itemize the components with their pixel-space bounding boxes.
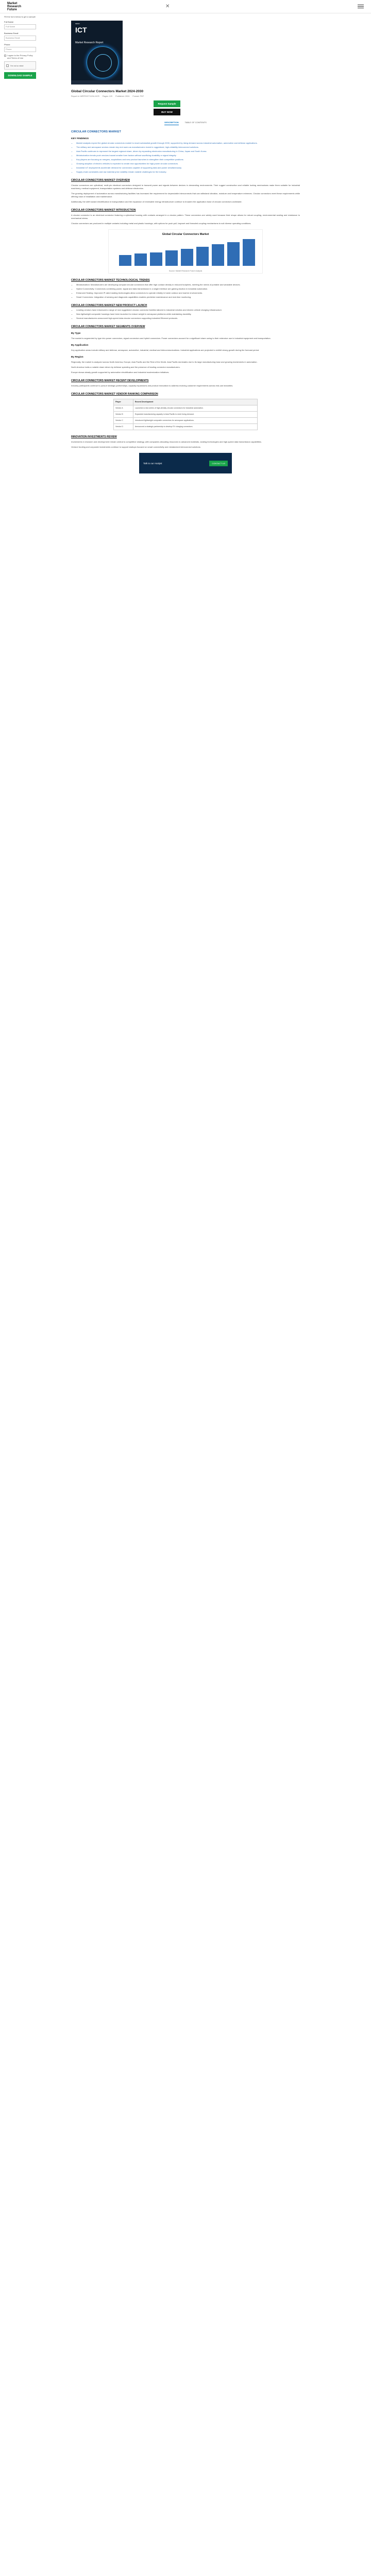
- chart-caption: Source: Market Research Future Analysis: [168, 270, 203, 272]
- chart-bar: [181, 249, 193, 266]
- report-title: Global Circular Connectors Market 2024-2030: [71, 90, 144, 93]
- chart-bar: [196, 247, 209, 266]
- captcha-widget[interactable]: I'm not a robot: [4, 61, 36, 70]
- list-item: • Leading vendors have introduced a range of new ruggedized circular connector families tailored to industrial robotics and electric vehicle charging infrastructure.: [76, 309, 300, 312]
- globe-icon: [87, 46, 119, 78]
- list-item: • The military and aerospace sectors remain key end users as manufacturers invest in ruggedized, high-reliability interconnect solutions.: [76, 146, 300, 149]
- request-sample-button[interactable]: Request Sample: [154, 100, 180, 107]
- section-heading: CIRCULAR CONNECTORS MARKET INTRODUCTION: [71, 209, 136, 212]
- key-findings-heading: KEY FINDINGS: [71, 138, 89, 140]
- contact-us-button[interactable]: CONTACT US: [209, 461, 228, 466]
- analyst-banner[interactable]: [139, 453, 232, 473]
- subheading: By Type: [71, 332, 81, 335]
- section-heading: CIRCULAR CONNECTORS MARKET OVERVIEW: [71, 179, 130, 182]
- chart-bar: [227, 242, 240, 266]
- list-item: • Miniaturization: Manufacturers are developing compact circular connectors that offer high contact density in reduced footprints, meeting the needs of portable and wearable devices.: [76, 283, 300, 286]
- site-logo[interactable]: Market Research Future: [7, 2, 22, 11]
- chart-bar: [212, 244, 224, 266]
- chart-bar: [150, 252, 162, 266]
- paragraph: The growing deployment of automation across manufacturing facilities has increased the requirement for dependable interconnects that can withstand vibration, moisture and temperature extremes. Circular connectors meet these requirements while offering ease of installation and maintenance.: [71, 192, 300, 198]
- list-item: • Market analysts expect the global circular connectors market to reach substantial growth through 2030, supported by rising demand across industrial automation, automotive and defense applications.: [76, 142, 300, 145]
- cover-code: ICT: [75, 26, 87, 34]
- report-tabs: [71, 121, 300, 125]
- form-intro: Fill the form below to get a sample: [4, 15, 36, 18]
- paragraph: A circular connector is an electrical connector featuring a cylindrical housing with contacts arranged in a circular pattern. These connectors are widely used because their shape allows for robust coupling, environmental sealing and resistance to mechanical stress.: [71, 214, 300, 219]
- list-item: • New lightweight composite housings have been launched to reduce weight in aerospace platforms while maintaining durability.: [76, 313, 300, 316]
- list-item: • Key players are focusing on mergers, acquisitions and new product launches to strengthen their competitive positions.: [76, 158, 300, 161]
- paragraph: The market is segmented by type into power connectors, signal connectors and hybrid connectors. Power connectors account for a significant share owing to their extensive use in industrial equipment and transportation.: [71, 337, 271, 340]
- paragraph: Venture funding and corporate investments continue to support startups focused on smart connectivity and miniaturized interconnect solutions.: [71, 446, 201, 448]
- list-item: • Several manufacturers announced high-speed data circular connectors supporting industrial Ethernet protocols.: [76, 317, 300, 320]
- list-item: • Asia Pacific continues to represent the largest regional share, driven by expanding electronics manufacturing in China, Japan and South Korea.: [76, 150, 300, 153]
- paragraph: Industry participants continue to pursue strategic partnerships, capacity expansions and product innovation to address evolving customer requirements across end-use industries.: [71, 384, 233, 387]
- cover-subtitle: Market Research Report: [75, 41, 104, 44]
- tab-table-of-contents[interactable]: TABLE OF CONTENTS: [184, 121, 207, 124]
- table-header: Player: [114, 399, 133, 405]
- list-item: • Growing adoption of electric vehicles is expected to create new opportunities for high-power circular connectors.: [76, 162, 300, 165]
- phone-label: Phone: [4, 43, 10, 46]
- buy-now-button[interactable]: BUY NOW: [154, 109, 180, 115]
- hamburger-menu-icon[interactable]: [358, 4, 364, 9]
- market-infographic: [108, 229, 263, 274]
- paragraph: North America holds a notable share driven by defense spending and the presence of leading connector manufacturers.: [71, 366, 180, 368]
- sample-request-form: [4, 15, 36, 79]
- report-meta: Report Id: MRFR/ICT/1234-HCR Pages: 120 Published: 2024 Format: PDF: [71, 95, 144, 97]
- report-main: [71, 21, 300, 473]
- table-row: Vendor A Launched a new series of high-density circular connectors for industrial automation.: [114, 405, 258, 412]
- chart-bar: [119, 255, 131, 266]
- list-item: • Enhanced Sealing: Improved IP-rated sealing technologies allow connectors to operate reliably in harsh outdoor and marine environments.: [76, 292, 300, 295]
- list-item: • Hybrid Connectivity: Connectors combining power, signal and data transmission in a single interface are gaining traction in industrial automation.: [76, 287, 300, 291]
- paragraph: Investments in research and development remain central to competitive strategy, with companies allocating resources to advanced materials, sealing technologies and high-speed data transmission capabilities.: [71, 440, 262, 443]
- name-input[interactable]: Full Name: [4, 24, 36, 29]
- chart-bar: [134, 253, 147, 266]
- section-heading: INNOVATION INVESTMENTS REVIEW: [71, 435, 117, 438]
- chart-bar: [243, 239, 255, 266]
- captcha-checkbox-icon[interactable]: [6, 64, 9, 67]
- table-header: Recent Development: [133, 399, 257, 405]
- table-row: Vendor D Announced a strategic partnership to develop EV charging connectors.: [114, 424, 258, 430]
- vendor-table: [113, 399, 258, 430]
- section-heading: CIRCULAR CONNECTORS MARKET NEW PRODUCT LAUNCH: [71, 304, 147, 307]
- list-item: • Industrial IoT deployments accelerate demand for connectors capable of supporting data and power simultaneously.: [76, 166, 300, 170]
- tab-description[interactable]: DESCRIPTION: [164, 121, 178, 125]
- email-label: Business Email: [4, 32, 19, 35]
- trends-list: [71, 283, 300, 299]
- phone-input[interactable]: Phone: [4, 47, 36, 52]
- close-icon[interactable]: ✕: [165, 4, 170, 9]
- section-heading: CIRCULAR CONNECTORS MARKET SEGMENTS OVERVIEW: [71, 325, 145, 328]
- paragraph: Regionally, the market is analyzed across North America, Europe, Asia Pacific and the Rest of the World. Asia Pacific dominates due to its large manufacturing base and growing investments in automation.: [71, 361, 258, 363]
- launch-list: [71, 309, 300, 320]
- table-row: Vendor C Introduced lightweight composite connectors for aerospace applications.: [114, 418, 258, 424]
- download-sample-button[interactable]: DOWNLOAD SAMPLE: [4, 72, 36, 79]
- consent-checkbox[interactable]: I agree to the Privacy Policy and Terms of Use: [4, 54, 36, 59]
- banner-text: Talk to our Analyst: [143, 462, 162, 465]
- key-findings-list: [71, 142, 300, 174]
- chart-title: Global Circular Connectors Market: [162, 233, 209, 236]
- paragraph: Additionally, the shift toward electrification in transportation and the expansion of renewable energy infrastructure continue to broaden the application base of circular connectors worldwide.: [71, 200, 242, 203]
- list-item: • Supply chain constraints and raw material price volatility remain notable challenges for the industry.: [76, 171, 300, 174]
- top-bar: [0, 0, 371, 13]
- table-row: Vendor B Expanded manufacturing capacity in Asia Pacific to meet rising demand.: [114, 412, 258, 418]
- report-cover-image: [71, 21, 123, 84]
- paragraph: Circular connectors are cylindrical, multi-pin electrical connectors designed to transmit power and signals between devices in demanding environments. Their rugged construction and reliable locking mechanisms make them suitable for industrial machinery, medical equipment, transportation systems and defense electronics.: [71, 184, 300, 190]
- email-input[interactable]: Business Email: [4, 36, 36, 41]
- paragraph: Key application areas include military and defense, aerospace, automotive, industrial, medical and telecommunications. Industrial applications are projected to exhibit strong growth during the forecast period.: [71, 349, 260, 351]
- chart-bar: [165, 250, 178, 266]
- list-item: • Smart Connectors: Integration of sensing and diagnostic capabilities enables predictive maintenance and real-time monitoring.: [76, 296, 300, 299]
- paragraph: Circular connectors are produced in multiple variants including metal and plastic housings, with options for push-pull, bayonet and threaded coupling mechanisms to suit diverse operating conditions.: [71, 222, 251, 225]
- section-heading: CIRCULAR CONNECTORS MARKET TECHNOLOGICAL TRENDS: [71, 279, 150, 282]
- section-heading: CIRCULAR CONNECTORS MARKET RECENT DEVELOPMENTS: [71, 379, 149, 382]
- section-heading: CIRCULAR CONNECTORS MARKET VENDOR RANKING COMPARISON: [71, 393, 158, 396]
- subheading: By Region: [71, 356, 83, 359]
- section-heading: CIRCULAR CONNECTORS MARKET: [71, 130, 121, 133]
- list-item: • Miniaturization trends push vendors toward smaller form factors without sacrificing durability or signal integrity.: [76, 154, 300, 157]
- cover-brand: MRFR: [75, 23, 80, 25]
- paragraph: Europe shows steady growth supported by automotive electrification and industrial modernization initiatives.: [71, 371, 170, 374]
- name-label: Full Name: [4, 21, 14, 23]
- subheading: By Application: [71, 344, 89, 347]
